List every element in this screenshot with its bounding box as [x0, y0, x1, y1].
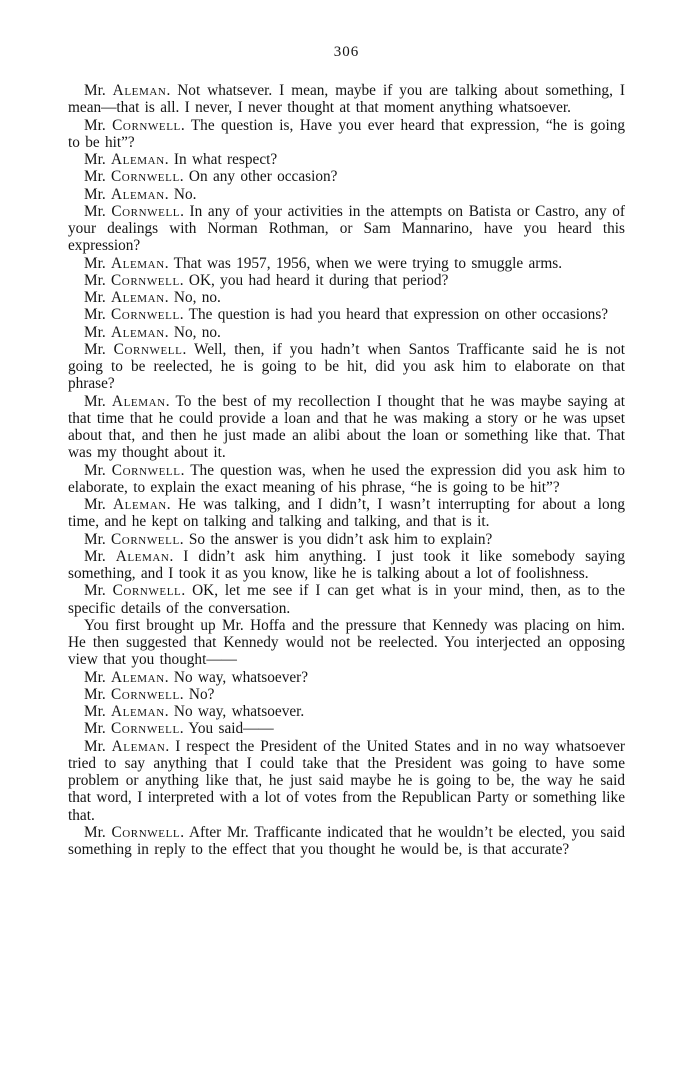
speaker-name: Cornwell	[111, 530, 180, 548]
speaker-name: Aleman	[111, 323, 165, 341]
speaker-name: Aleman	[112, 82, 167, 99]
transcript-paragraph: Mr. Cornwell. Well, then, if you hadn’t when Santos Trafficante said he is not going to be reelected, he is going to be hit, did you ask him to elaborate on that phrase?	[68, 340, 626, 393]
speaker-name: Cornwell	[111, 685, 180, 703]
speaker-name: Cornwell	[112, 116, 181, 134]
speaker-name: Aleman	[111, 668, 165, 686]
transcript-paragraph: Mr. Aleman. No way, whatsoever.	[84, 703, 305, 720]
transcript-paragraph: Mr. Aleman. He was talking, and I didn’t, I wasn’t interrupting for about a long time, and he kept on talking and talking and talking, and that is it.	[68, 496, 625, 531]
speaker-name: Aleman	[115, 547, 170, 565]
transcript-paragraph: Mr. Cornwell. No?	[84, 685, 215, 703]
transcript-paragraph: Mr. Aleman. No, no.	[84, 323, 221, 341]
speaker-name: Cornwell	[113, 340, 183, 358]
speaker-name: Cornwell	[111, 823, 181, 841]
speaker-name: Aleman	[111, 392, 166, 410]
transcript-paragraph: Mr. Cornwell. After Mr. Trafficante indicated that he wouldn’t be elected, you said something in reply to the effect that you thought he would be, is that accurate?	[68, 823, 626, 858]
transcript-paragraph: Mr. Cornwell. In any of your activities in the attempts on Batista or Castro, any of your dealings with Norman Rothman, or Sam Mannarino, have you heard this expression?	[68, 202, 626, 255]
transcript-paragraph: Mr. Aleman. In what respect?	[84, 151, 278, 168]
transcript-paragraph: Mr. Aleman. No, no.	[84, 289, 221, 306]
page-number: 306	[333, 44, 360, 60]
transcript-paragraph: Mr. Cornwell. The question was, when he used the expression did you ask him to elaborate, to explain the exact meaning of his phrase, “he is going to be hit”?	[68, 461, 625, 496]
transcript-paragraph: Mr. Aleman. I respect the President of the United States and in no way whatsoever tried to say anything that I could take that the President was going to have some problem or anything like that, he just said maybe he is going to be, the way he said that word, I interpreted with a lot of votes from the Republican Party or something like that.	[68, 737, 626, 824]
speaker-name: Aleman	[111, 254, 165, 272]
speaker-name: Cornwell	[111, 306, 180, 324]
speaker-name: Aleman	[111, 151, 165, 168]
transcript-paragraph: Mr. Aleman. No.	[84, 185, 197, 203]
speaker-name: Cornwell	[111, 202, 181, 220]
transcript-paragraph: Mr. Cornwell. So the answer is you didn’t ask him to explain?	[84, 530, 493, 548]
transcript-paragraph: Mr. Cornwell. You said——	[84, 720, 274, 738]
transcript-paragraph: Mr. Aleman. No way, whatsoever?	[84, 668, 309, 686]
speaker-name: Cornwell	[111, 720, 180, 738]
speaker-name: Aleman	[111, 703, 165, 720]
speaker-name: Aleman	[113, 496, 167, 513]
transcript-paragraph: Mr. Cornwell. OK, you had heard it during that period?	[84, 271, 449, 289]
speaker-name: Cornwell	[112, 582, 182, 600]
transcript-paragraph: Mr. Cornwell. OK, let me see if I can get what is in your mind, then, as to the specific details of the conversation.	[68, 582, 625, 617]
speaker-name: Aleman	[111, 289, 165, 306]
transcript-paragraph: Mr. Aleman. That was 1957, 1956, when we were trying to smuggle arms.	[84, 254, 563, 272]
transcript-body	[68, 82, 625, 858]
transcript-paragraph: Mr. Aleman. I didn’t ask him anything. I just took it like somebody saying something, and I took it as you know, like he is talking about a lot of foolishness.	[68, 547, 626, 582]
speaker-name: Cornwell	[111, 461, 181, 479]
speaker-name: Cornwell	[111, 168, 180, 186]
transcript-paragraph: Mr. Aleman. Not whatsever. I mean, maybe if you are talking about something, I mean—that is all. I never, I never thought at that moment anything whatsoever.	[68, 82, 625, 117]
speaker-name: Aleman	[111, 737, 166, 755]
speaker-name: Aleman	[111, 185, 165, 203]
transcript-paragraph: Mr. Cornwell. On any other occasion?	[84, 168, 338, 186]
speaker-name: Cornwell	[111, 271, 180, 289]
transcript-paragraph: Mr. Aleman. To the best of my recollection I thought that he was maybe saying at that time that he could provide a loan and that he was making a story or he was upset about that, and then he just made an alibi about the loan or something like that. That was my thought about it.	[68, 392, 625, 462]
transcript-paragraph: You first brought up Mr. Hoffa and the pressure that Kennedy was placing on him. He then suggested that Kennedy would not be reelected. You interjected an opposing view that you thought——	[68, 616, 625, 669]
transcript-paragraph: Mr. Cornwell. The question is had you heard that expression on other occasions?	[84, 306, 609, 324]
transcript-paragraph: Mr. Cornwell. The question is, Have you ever heard that expression, “he is going to be hit”?	[68, 116, 625, 151]
